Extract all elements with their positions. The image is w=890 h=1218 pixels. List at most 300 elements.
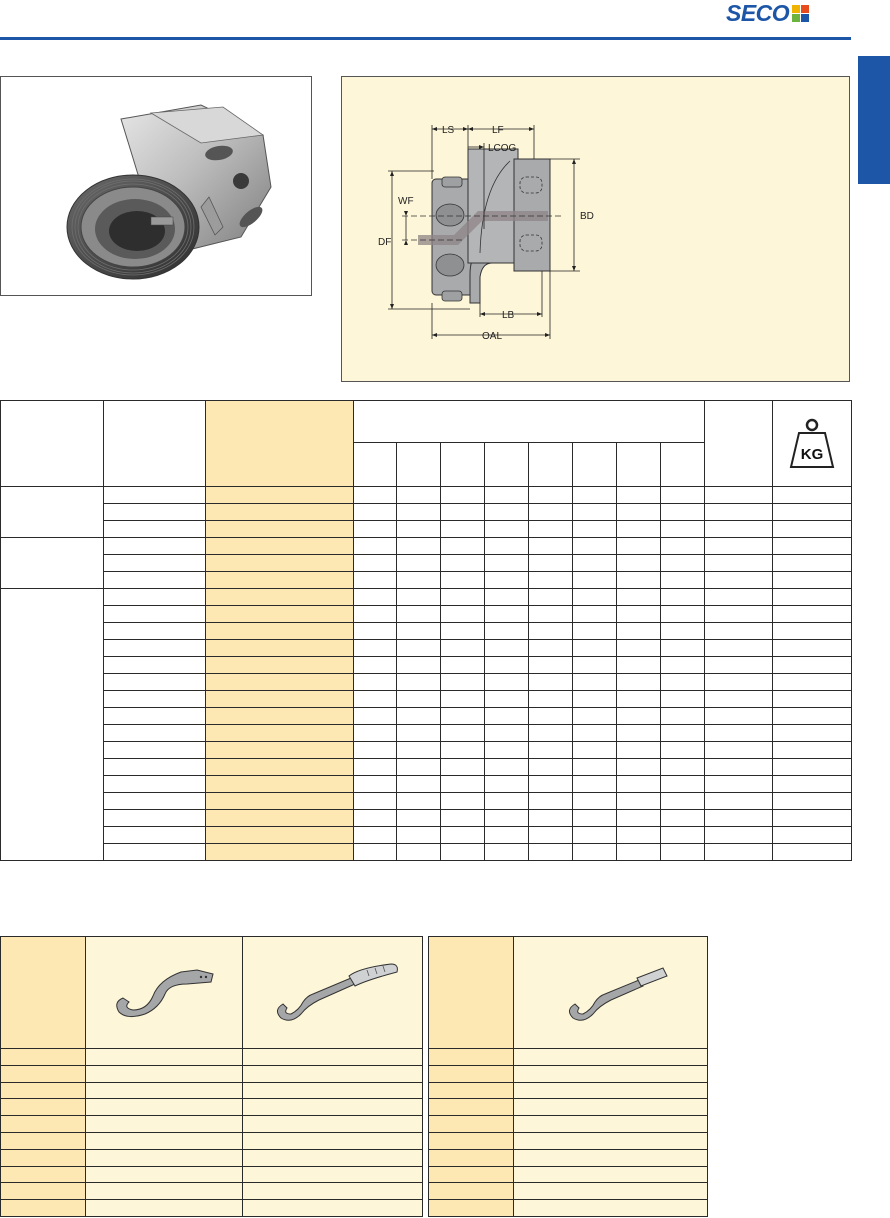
table-cell [514,1116,708,1133]
header-cell-dimension [617,443,661,487]
table-row [1,810,852,827]
table-cell [573,538,617,555]
table-cell [104,572,206,589]
table-cell [529,827,573,844]
table-cell [573,708,617,725]
table-cell [485,606,529,623]
table-cell [705,606,773,623]
table-row [429,1065,708,1082]
weight-icon-label: KG [800,445,824,463]
logo-squares-icon [792,5,809,22]
ordering-code-cell [206,725,354,742]
table-cell [573,572,617,589]
table-cell [617,657,661,674]
table-cell [485,572,529,589]
table-row [429,1116,708,1133]
table-cell [354,742,397,759]
weight-icon [789,417,835,471]
table-cell [705,572,773,589]
table-cell [397,521,441,538]
table-cell [529,742,573,759]
table-cell [705,521,773,538]
table-cell [104,742,206,759]
table-cell [661,827,705,844]
table-cell [104,810,206,827]
header-cell [705,401,773,487]
table-cell [773,504,852,521]
table-cell [617,674,661,691]
table-cell [441,674,485,691]
table-cell [441,691,485,708]
table-row [429,1049,708,1066]
table-cell [661,657,705,674]
table-row [429,1183,708,1200]
table-cell [661,538,705,555]
table-cell [441,708,485,725]
dim-label-bd: BD [580,211,594,222]
table-cell [441,844,485,861]
table-cell [86,1132,243,1149]
table-cell [514,1049,708,1066]
table-cell [573,555,617,572]
ordering-code-cell [206,521,354,538]
acc-code-cell [429,1132,514,1149]
ordering-code-cell [206,759,354,776]
table-row [1,555,852,572]
table-cell [104,538,206,555]
ordering-code-cell [206,504,354,521]
table-cell [485,657,529,674]
ordering-code-cell [206,691,354,708]
table-cell [661,589,705,606]
acc-code-cell [429,1099,514,1116]
table-cell [529,810,573,827]
table-cell [485,810,529,827]
table-cell [441,589,485,606]
table-row [1,572,852,589]
table-cell [397,810,441,827]
acc-icon-cell [86,937,243,1049]
acc-code-cell [1,1049,86,1066]
table-cell [617,742,661,759]
table-cell [529,487,573,504]
table-cell [485,555,529,572]
table-cell [104,555,206,572]
table-cell [705,487,773,504]
table-cell [661,674,705,691]
table-cell [397,623,441,640]
ordering-code-cell [206,538,354,555]
table-cell [773,776,852,793]
table-cell [617,810,661,827]
table-cell [661,708,705,725]
table-cell [529,691,573,708]
acc-icon-cell [243,937,423,1049]
table-cell [617,776,661,793]
table-cell [529,657,573,674]
acc-code-cell [429,1116,514,1133]
table-cell [617,708,661,725]
ordering-code-cell [206,844,354,861]
table-row [1,1183,423,1200]
acc-code-cell [429,1166,514,1183]
header-cell-dimension [441,443,485,487]
table-cell [773,691,852,708]
table-row [1,708,852,725]
ordering-code-cell [206,487,354,504]
table-cell [86,1116,243,1133]
header-cell-dimension [573,443,617,487]
table-cell [661,606,705,623]
table-cell [354,708,397,725]
table-cell [529,708,573,725]
header-cell-dimensions [354,401,705,443]
logo-wordmark: SECO [726,0,790,26]
table-cell [397,759,441,776]
accessory-table-key [428,936,708,1217]
table-cell [485,725,529,742]
table-cell [104,640,206,657]
table-cell [441,793,485,810]
table-row [1,776,852,793]
specification-table [0,400,852,861]
acc-code-cell [429,1183,514,1200]
table-row [1,640,852,657]
table-cell [529,793,573,810]
table-cell [617,793,661,810]
table-cell [354,572,397,589]
table-cell [617,691,661,708]
hook-spanner-long-handle-icon [551,958,671,1028]
dim-label-df: DF [378,237,392,248]
table-cell [773,674,852,691]
header-cell-weight [773,401,852,487]
table-cell [104,827,206,844]
table-cell [485,589,529,606]
table-cell [529,776,573,793]
table-cell [485,538,529,555]
ordering-code-cell [206,555,354,572]
table-cell [354,674,397,691]
table-cell [573,759,617,776]
table-cell [441,657,485,674]
table-cell [617,725,661,742]
dimension-drawing [342,77,849,381]
table-cell [354,844,397,861]
table-cell [397,708,441,725]
table-cell [441,606,485,623]
table-cell [705,759,773,776]
dim-label-lb: LB [502,310,515,321]
table-cell [354,725,397,742]
table-cell [514,1132,708,1149]
table-cell [661,742,705,759]
table-cell [514,1149,708,1166]
table-cell [485,487,529,504]
table-cell [617,487,661,504]
table-cell [661,504,705,521]
acc-header-cell [1,937,86,1049]
acc-code-cell [1,1166,86,1183]
table-cell [773,521,852,538]
table-cell [705,708,773,725]
table-cell [485,623,529,640]
table-cell [529,572,573,589]
ordering-code-cell [206,793,354,810]
table-cell [104,504,206,521]
table-cell [705,691,773,708]
table-cell [354,793,397,810]
acc-header-cell [429,937,514,1049]
dim-label-wf: WF [398,196,414,207]
table-cell [617,504,661,521]
table-cell [104,708,206,725]
table-cell [617,589,661,606]
table-row [429,1099,708,1116]
table-cell [441,521,485,538]
table-cell [243,1132,423,1149]
table-cell [573,606,617,623]
table-cell [705,793,773,810]
table-row [1,504,852,521]
table-cell [243,1200,423,1217]
table-cell [485,504,529,521]
table-cell [354,827,397,844]
ordering-code-cell [206,674,354,691]
table-cell [705,827,773,844]
table-row [1,844,852,861]
ordering-code-cell [206,742,354,759]
table-cell [104,674,206,691]
header-cell-dimension [485,443,529,487]
table-cell [529,555,573,572]
table-cell [661,623,705,640]
table-cell [661,793,705,810]
table-cell [441,742,485,759]
table-cell [573,504,617,521]
table-cell [514,1183,708,1200]
table-row [1,589,852,606]
table-cell [617,572,661,589]
table-cell [397,555,441,572]
table-cell [529,759,573,776]
table-cell [104,657,206,674]
table-cell [617,640,661,657]
table-row [1,1166,423,1183]
table-cell [529,606,573,623]
table-cell [243,1065,423,1082]
table-cell [397,572,441,589]
table-cell [485,691,529,708]
table-cell [661,810,705,827]
table-cell [529,844,573,861]
table-cell [441,538,485,555]
table-row [1,1200,423,1217]
table-cell [104,623,206,640]
table-row [1,674,852,691]
table-cell [243,1082,423,1099]
table-cell [441,827,485,844]
table-cell [354,538,397,555]
table-cell [773,810,852,827]
table-cell [354,555,397,572]
table-cell [485,844,529,861]
table-cell [485,776,529,793]
table-cell [529,725,573,742]
table-cell [354,759,397,776]
table-cell [104,759,206,776]
table-cell [441,640,485,657]
table-cell [573,793,617,810]
table-cell [661,844,705,861]
table-cell [397,725,441,742]
table-cell [529,640,573,657]
acc-icon-cell [514,937,708,1049]
table-cell [104,521,206,538]
table-cell [573,844,617,861]
table-cell [661,691,705,708]
table-cell [397,640,441,657]
table-row [1,1132,423,1149]
table-cell [441,725,485,742]
table-cell [397,793,441,810]
header-cell-dimension [661,443,705,487]
table-row [1,759,852,776]
ordering-code-cell [206,572,354,589]
table-cell [617,623,661,640]
table-row [429,1149,708,1166]
table-row [1,1065,423,1082]
table-cell [397,742,441,759]
table-cell [773,606,852,623]
table-cell [104,725,206,742]
acc-code-cell [1,1065,86,1082]
ordering-code-cell [206,810,354,827]
table-cell [773,759,852,776]
table-cell [705,555,773,572]
ordering-code-cell [206,623,354,640]
acc-code-cell [1,1149,86,1166]
dim-label-ls: LS [442,125,455,136]
table-cell [773,793,852,810]
table-cell [104,844,206,861]
table-cell [514,1082,708,1099]
table-cell [705,640,773,657]
table-cell [705,623,773,640]
table-cell [243,1116,423,1133]
table-row [1,1149,423,1166]
table-cell [617,538,661,555]
table-cell [86,1065,243,1082]
table-cell [529,674,573,691]
table-cell [354,810,397,827]
table-row [1,793,852,810]
table-cell [617,759,661,776]
table-cell [397,776,441,793]
table-cell [661,640,705,657]
table-row [1,691,852,708]
table-cell [441,623,485,640]
table-cell [354,623,397,640]
table-cell [529,538,573,555]
table-cell [354,521,397,538]
table-cell [573,742,617,759]
acc-code-cell [1,1183,86,1200]
table-row [1,657,852,674]
table-cell [529,623,573,640]
table-row [1,606,852,623]
table-cell [514,1166,708,1183]
table-cell [397,606,441,623]
ordering-code-cell [206,827,354,844]
table-row [429,1200,708,1217]
ordering-code-cell [206,606,354,623]
acc-code-cell [429,1065,514,1082]
table-cell [485,827,529,844]
dim-label-oal: OAL [482,331,503,342]
table-cell [661,521,705,538]
table-cell [485,742,529,759]
table-row [1,742,852,759]
table-cell [397,538,441,555]
table-cell [773,555,852,572]
table-cell [705,776,773,793]
table-cell [86,1183,243,1200]
acc-code-cell [1,1099,86,1116]
table-cell [705,810,773,827]
acc-code-cell [429,1082,514,1099]
group-cell [1,538,104,589]
table-cell [773,657,852,674]
table-cell [397,487,441,504]
table-cell [705,742,773,759]
dim-label-lcog: LCOG [488,143,517,154]
table-cell [243,1183,423,1200]
table-cell [573,623,617,640]
ordering-code-cell [206,708,354,725]
accessory-table-spanners [0,936,423,1217]
table-cell [485,674,529,691]
table-cell [397,504,441,521]
table-cell [705,589,773,606]
table-cell [86,1166,243,1183]
header-cell [104,401,206,487]
table-cell [354,504,397,521]
ordering-code-cell [206,776,354,793]
table-cell [705,504,773,521]
table-row [1,1082,423,1099]
chapter-tab [858,56,890,184]
table-cell [773,725,852,742]
table-cell [514,1099,708,1116]
acc-code-cell [429,1149,514,1166]
table-row [1,1099,423,1116]
table-row [429,1082,708,1099]
table-cell [773,623,852,640]
table-row [429,1166,708,1183]
table-cell [573,521,617,538]
table-cell [354,606,397,623]
table-cell [661,487,705,504]
table-cell [485,521,529,538]
table-cell [243,1166,423,1183]
table-cell [354,657,397,674]
table-cell [529,504,573,521]
ordering-code-cell [206,657,354,674]
table-cell [354,776,397,793]
table-cell [485,640,529,657]
table-cell [354,640,397,657]
